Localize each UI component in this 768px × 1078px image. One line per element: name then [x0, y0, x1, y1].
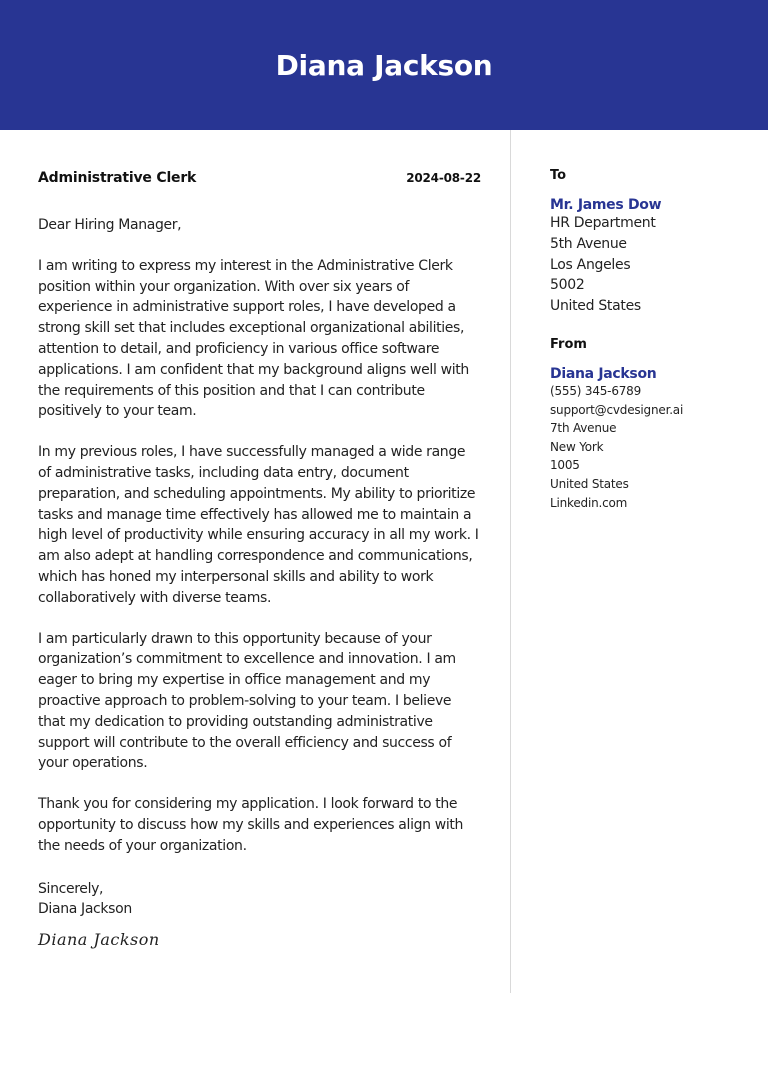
recipient-city: Los Angeles: [550, 256, 631, 273]
job-title: Administrative Clerk: [38, 170, 197, 186]
recipient-postcode: 5002: [550, 277, 585, 294]
from-label: From: [550, 336, 587, 352]
closing: Sincerely,: [38, 880, 104, 897]
sender-postcode: 1005: [550, 458, 580, 473]
paragraph-3: I am particularly drawn to this opportunity because of your organization’s commitment to excellence and innovation. I am eager to bring my expertise in office management and my proactive approach to problem-solving to your team. I believe that my dedication to providing outstanding administrative support will contribute to the overall efficiency and success of your operations.: [38, 630, 456, 772]
sender-phone: (555) 345-6789: [550, 383, 642, 398]
paragraph-1: I am writing to express my interest in the Administrative Clerk position within your organization. With over six years of experience in administrative support roles, I have developed a strong skill set that includes exceptional organizational abilities, attention to detail, and proficiency in various office software applications. I am confident that my background aligns well with the requirements of this position and that I can contribute positively to your team.: [38, 257, 469, 420]
recipient-street: 5th Avenue: [550, 235, 627, 252]
letter-header-row: [38, 170, 481, 186]
closing-name: Diana Jackson: [38, 901, 132, 918]
salutation: Dear Hiring Manager,: [38, 217, 182, 233]
sender-city: New York: [550, 439, 604, 454]
letter-date: 2024-08-22: [406, 171, 481, 185]
paragraph-4: Thank you for considering my application. I look forward to the opportunity to discuss how my skills and experiences align with the needs of your organization.: [38, 796, 464, 854]
recipient-country: United States: [550, 298, 641, 315]
recipient-department: HR Department: [550, 215, 656, 231]
handwritten-signature: Diana Jackson: [38, 930, 160, 950]
sender-street: 7th Avenue: [550, 421, 617, 436]
contact-sidebar: [550, 168, 750, 512]
applicant-name: Diana Jackson: [275, 48, 493, 82]
to-label: To: [550, 168, 567, 183]
recipient-name: Mr. James Dow: [550, 197, 662, 213]
sender-linkedin: Linkedin.com: [550, 495, 628, 510]
sender-email: support@cvdesigner.ai: [550, 402, 684, 417]
letter-body: [38, 170, 481, 949]
sender-name: Diana Jackson: [550, 365, 657, 382]
header-banner: [0, 0, 768, 130]
sender-country: United States: [550, 476, 629, 491]
column-divider: [510, 130, 511, 993]
paragraph-2: In my previous roles, I have successfully managed a wide range of administrative tasks, including data entry, document preparation, and scheduling appointments. My ability to prioritize tasks and manage time effectively has allowed me to maintain a high level of productivity while ensuring accuracy in all my work. I am also adept at handling correspondence and communications, which has honed my interpersonal skills and ability to work collaboratively with diverse teams.: [38, 444, 479, 606]
